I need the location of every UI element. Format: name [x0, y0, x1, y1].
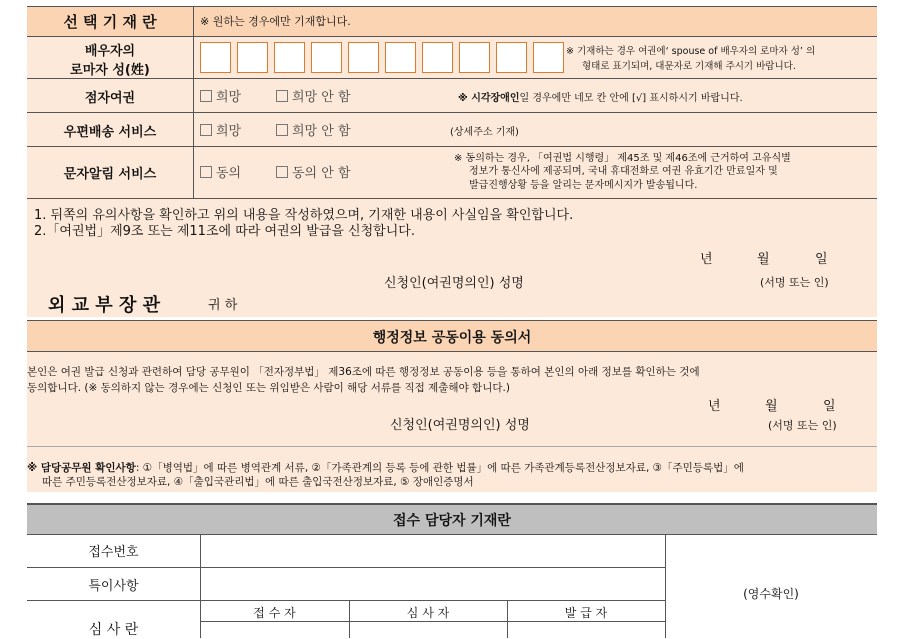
applicant-name-label: 신청인(여권명의인) 성명 [384, 276, 524, 291]
option-label: 희망 [216, 124, 242, 139]
consent-body-line1: 본인은 여권 발급 신청과 관련하여 담당 공무원이 「전자정부법」 제36조에 따른 행정정보 공동이용 등을 통하여 본인의 아래 정보를 확인하는 것에 [27, 366, 700, 378]
spouse-label-line2: 로마자 성(姓) [70, 63, 150, 78]
consent-date-year: 년 [708, 399, 721, 414]
review-label: 심 사 란 [88, 622, 139, 638]
declaration-line2: 2.「여권법」제9조 또는 제11조에 따라 여권의 발급을 신청합니다. [34, 224, 415, 239]
divider [193, 6, 194, 198]
officer-check-line2: 따른 주민등록전산정보자료, ④「출입국관리법」에 따른 출입국전산정보자료, ⑤ 장애인증명서 [42, 476, 474, 488]
divider [27, 503, 877, 505]
checkbox[interactable] [200, 124, 212, 136]
honorific: 귀 하 [208, 298, 238, 313]
consent-date-month: 월 [765, 399, 778, 414]
surname-char-box[interactable] [274, 42, 305, 73]
option-label: 희망 [216, 90, 242, 105]
surname-char-box[interactable] [422, 42, 453, 73]
checkbox[interactable] [276, 124, 288, 136]
officer-check-text: : ①「병역법」에 따른 병역관계 서류, ②「가족관계의 등록 등에 관한 법률」에 따른 가족관계등록전산정보자료, ③「주민등록법」에 [135, 462, 744, 474]
sms-note-line2: 정보가 통신사에 제공되며, 국내 휴대전화로 여권 유효기간 만료일자 및 [469, 166, 778, 177]
date-month: 월 [757, 252, 770, 267]
remarks-label: 특이사항 [88, 579, 139, 594]
column-issuer: 발 급 자 [564, 606, 608, 620]
receipt-number-label: 접수번호 [88, 545, 139, 560]
sms-note-line3: 발급진행상황 등을 알리는 문자메시지가 발송됩니다. [469, 180, 698, 191]
braille-label: 점자여권 [84, 91, 136, 106]
divider [27, 112, 877, 113]
consent-title: 행정정보 공동이용 동의서 [372, 330, 532, 346]
selection-note: ※ 원하는 경우에만 기재합니다. [200, 15, 351, 28]
column-reviewer: 심 사 자 [406, 606, 450, 620]
sms-option-no[interactable] [276, 162, 351, 181]
date-day: 일 [815, 252, 828, 267]
divider [27, 6, 877, 7]
braille-option-yes[interactable] [200, 86, 241, 105]
surname-char-box[interactable] [348, 42, 379, 73]
postal-option-no[interactable] [276, 120, 351, 139]
spouse-note-line1: ※ 기재하는 경우 여권에‘ spouse of 배우자의 로마자 성’ 의 [566, 46, 816, 57]
sms-option-yes[interactable] [200, 162, 241, 181]
note-emphasis: 시각장애인 [471, 93, 520, 104]
option-label: 희망 안 함 [292, 124, 351, 139]
postal-label: 우편배송 서비스 [63, 125, 157, 140]
reception-title: 접수 담당자 기재란 [393, 513, 511, 529]
surname-char-box[interactable] [496, 42, 527, 73]
spouse-label-line1: 배우자의 [84, 44, 136, 59]
braille-note [458, 89, 743, 104]
surname-char-box[interactable] [533, 42, 564, 73]
note-prefix: ※ [458, 93, 472, 104]
consent-date-day: 일 [823, 399, 836, 414]
divider [27, 320, 877, 321]
checkbox[interactable] [276, 90, 288, 102]
signature-label: (서명 또는 인) [760, 276, 829, 289]
option-label: 동의 안 함 [292, 166, 351, 181]
fee-confirmation-label: (영수확인) [743, 587, 799, 601]
date-year: 년 [700, 252, 713, 267]
sms-label: 문자알림 서비스 [63, 167, 157, 182]
divider [27, 446, 877, 447]
surname-char-box[interactable] [311, 42, 342, 73]
option-label: 동의 [216, 166, 242, 181]
receipt-number-field[interactable] [201, 535, 665, 567]
checkbox[interactable] [200, 166, 212, 178]
divider [27, 146, 877, 147]
divider [200, 621, 665, 622]
consent-body-line2: 동의합니다. (※ 동의하지 않는 경우에는 신청인 또는 위임받은 사람이 해당 서류를 직접 제출해야 합니다.) [27, 382, 510, 394]
note-text: 일 경우에만 네모 칸 안에 [√] 표시하시기 바랍니다. [519, 93, 743, 104]
checkbox[interactable] [200, 90, 212, 102]
officer-check-title: ※ 담당공무원 확인사항 [27, 462, 136, 474]
divider [27, 600, 665, 601]
consent-signature-label: (서명 또는 인) [768, 419, 837, 432]
postal-option-yes[interactable] [200, 120, 241, 139]
surname-char-box[interactable] [459, 42, 490, 73]
option-label: 희망 안 함 [292, 90, 351, 105]
surname-char-box[interactable] [237, 42, 268, 73]
declaration-line1: 1. 뒤쪽의 유의사항을 확인하고 위의 내용을 작성하였으며, 기재한 내용이 사실임을 확인합니다. [34, 208, 574, 223]
divider [27, 78, 877, 79]
remarks-field[interactable] [201, 568, 665, 600]
surname-char-box[interactable] [200, 42, 231, 73]
minister-title: 외 교 부 장 관 [48, 295, 161, 316]
officer-check-line1 [27, 460, 744, 475]
divider [27, 36, 877, 37]
consent-applicant-label: 신청인(여권명의인) 성명 [390, 418, 530, 433]
surname-char-box[interactable] [385, 42, 416, 73]
column-receiver: 접 수 자 [253, 606, 296, 620]
braille-option-no[interactable] [276, 86, 351, 105]
postal-note: (상세주소 기재) [450, 127, 519, 138]
checkbox[interactable] [276, 166, 288, 178]
selection-title: 선 택 기 재 란 [63, 13, 157, 31]
spouse-note-line2: 형태로 표기되며, 대문자로 기재해 주시기 바랍니다. [582, 61, 796, 72]
sms-note-line1: ※ 동의하는 경우, 「여권법 시행령」 제45조 및 제46조에 근거하여 고유식별 [454, 153, 791, 164]
